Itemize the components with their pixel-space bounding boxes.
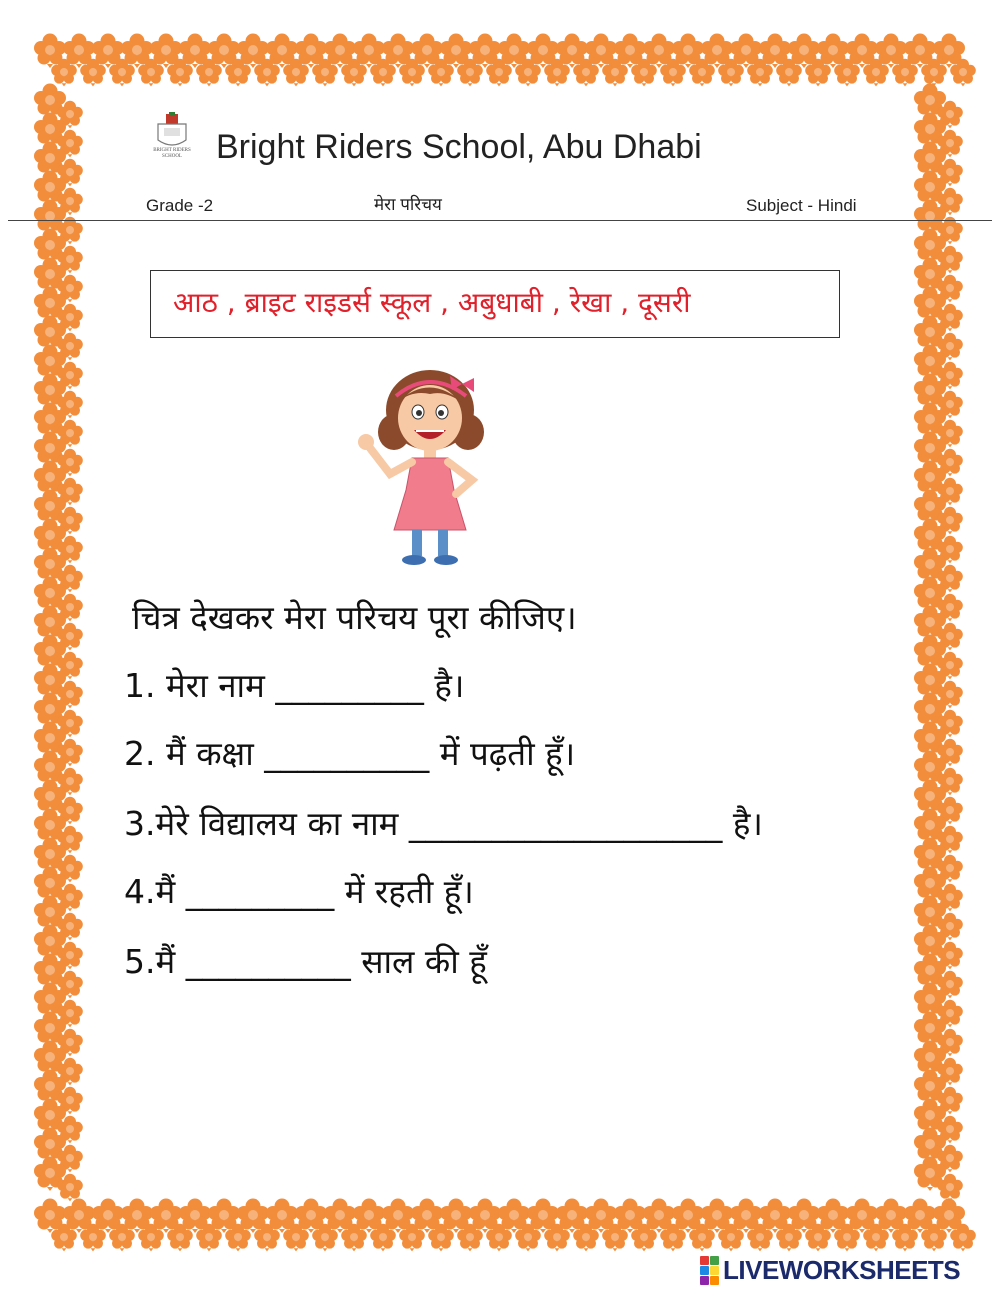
watermark-text: LIVEWORKSHEETS bbox=[723, 1254, 961, 1285]
question-1: 1. मेरा नाम _________ है। bbox=[124, 666, 465, 705]
question-2: 2. मैं कक्षा __________ में पढ़ती हूँ। bbox=[124, 734, 576, 773]
subject-label: Subject - Hindi bbox=[746, 196, 857, 215]
liveworksheets-logo-icon bbox=[700, 1256, 719, 1285]
liveworksheets-watermark[interactable] bbox=[700, 1256, 960, 1284]
question-3: 3.मेरे विद्यालय का नाम ___________________ है। bbox=[124, 804, 763, 843]
header-divider bbox=[8, 220, 992, 221]
grade-label: Grade -2 bbox=[146, 196, 214, 215]
logo-text: BRIGHT RIDERS SCHOOL bbox=[153, 148, 191, 159]
school-logo bbox=[152, 112, 192, 164]
girl-waving-illustration bbox=[350, 362, 500, 572]
school-name: Bright Riders School, Abu Dhabi bbox=[216, 128, 702, 166]
question-5: 5.मैं __________ साल की हूँ bbox=[124, 942, 487, 981]
word-bank-text: आठ , ब्राइट राइडर्स स्कूल , अबुधाबी , रेखा , दूसरी bbox=[173, 286, 691, 319]
question-4: 4.मैं _________ में रहती हूँ। bbox=[124, 872, 474, 911]
instruction-text: चित्र देखकर मेरा परिचय पूरा कीजिए। bbox=[132, 598, 577, 637]
word-bank-box bbox=[150, 270, 840, 338]
topic-label: मेरा परिचय bbox=[374, 195, 442, 214]
